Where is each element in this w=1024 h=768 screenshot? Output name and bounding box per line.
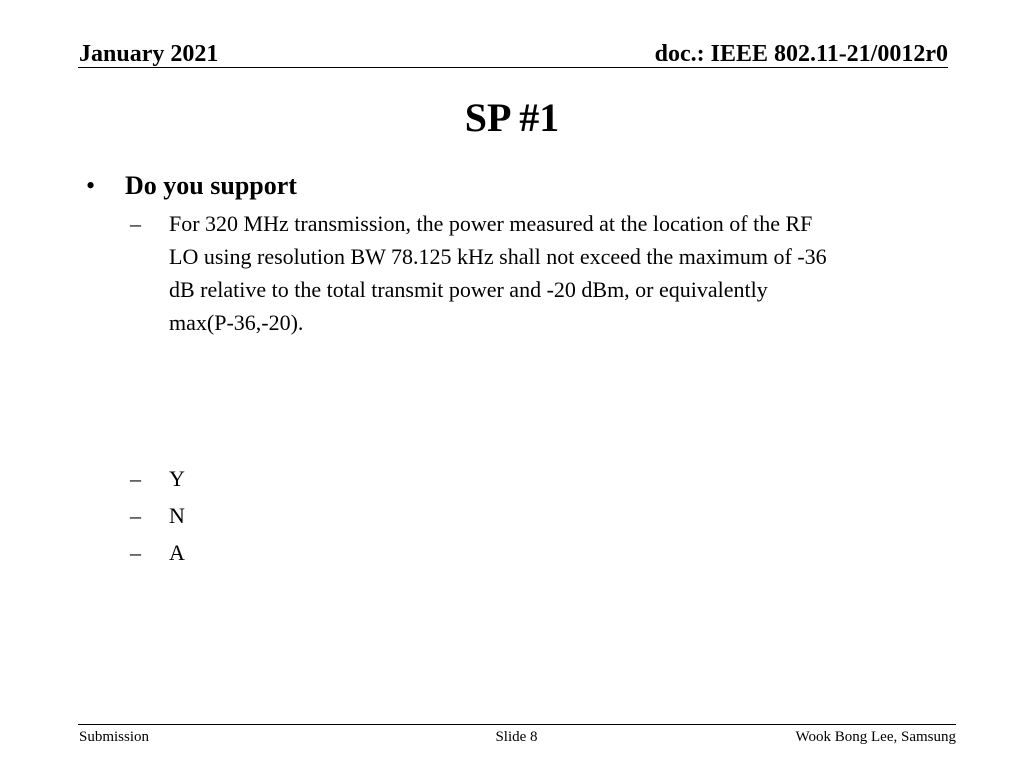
footer-divider <box>78 724 956 725</box>
proposal-line: max(P-36,-20). <box>169 310 304 335</box>
dash-icon: – <box>130 503 141 528</box>
footer-author: Wook Bong Lee, Samsung <box>795 729 956 745</box>
option-yes <box>130 462 330 495</box>
option-abstain <box>130 536 330 569</box>
bullet-icon: • <box>86 171 96 200</box>
footer-submission: Submission <box>79 729 150 745</box>
proposal-line: For 320 MHz transmission, the power measured at the location of the RF <box>169 211 813 236</box>
question-text: Do you support <box>125 171 297 200</box>
dash-icon: – <box>130 466 141 491</box>
proposal-text <box>169 207 949 339</box>
option-label: N <box>169 503 185 528</box>
dash-icon: – <box>130 540 141 565</box>
dash-icon: – <box>130 211 141 236</box>
proposal-line: LO using resolution BW 78.125 kHz shall not exceed the maximum of -36 <box>169 244 827 269</box>
slide-title: SP #1 <box>464 95 560 140</box>
footer-slide-number: Slide 8 <box>495 729 538 745</box>
option-label: A <box>169 540 185 565</box>
proposal-item <box>130 207 950 347</box>
option-label: Y <box>169 466 185 491</box>
option-no <box>130 499 330 532</box>
proposal-line: dB relative to the total transmit power and -20 dBm, or equivalently <box>169 277 768 302</box>
header-doc-id: doc.: IEEE 802.11-21/0012r0 <box>654 41 948 67</box>
header-date: January 2021 <box>79 41 219 67</box>
